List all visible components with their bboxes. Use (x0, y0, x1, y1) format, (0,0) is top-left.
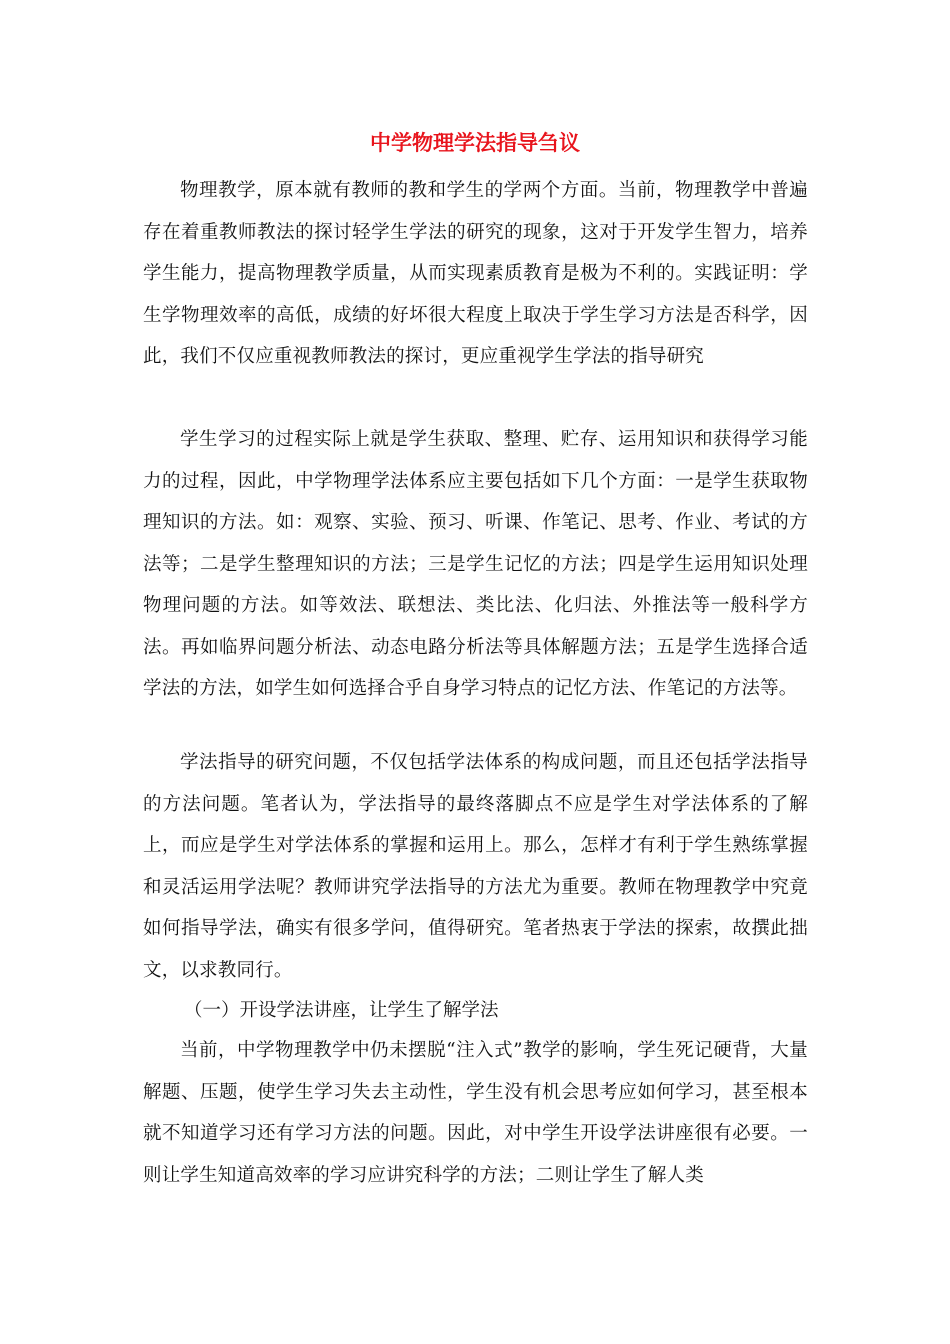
paragraph-section-body: 当前，中学物理教学中仍未摆脱“注入式”教学的影响，学生死记硬背，大量解题、压题，使学生学习失去主动性，学生没有机会思考应如何学习，甚至根本就不知道学习还有学习方法的问题。因此，对中学生开设学法讲座很有必要。一则让学生知道高效率的学习应讲究科学的方法；二则让学生了解人类 (143, 1040, 808, 1186)
paragraph-intro: 物理教学，原本就有教师的教和学生的学两个方面。当前，物理教学中普遍存在着重教师教法的探讨轻学生学法的研究的现象，这对于开发学生智力，培养学生能力，提高物理教学质量，从而实现素质教育是极为不利的。实践证明：学生学物理效率的高低，成绩的好坏很大程度上取决于学生学习方法是否科学，因此，我们不仅应重视教师教法的探讨，更应重视学生学法的指导研究 (143, 180, 808, 367)
document-title: 中学物理学法指导刍议 (370, 130, 580, 155)
paragraph-method-guidance: 学法指导的研究问题，不仅包括学法体系的构成问题，而且还包括学法指导的方法问题。笔者认为，学法指导的最终落脚点不应是学生对学法体系的了解上，而应是学生对学法体系的掌握和运用上。那么，怎样才有利于学生熟练掌握和灵活运用学法呢？教师讲究学法指导的方法尤为重要。教师在物理教学中究竟如何指导学法，确实有很多学问，值得研究。笔者热衷于学法的探索，故撰此拙文，以求教同行。 (143, 752, 808, 981)
paragraph-learning-process: 学生学习的过程实际上就是学生获取、整理、贮存、运用知识和获得学习能力的过程，因此，中学物理学法体系应主要包括如下几个方面：一是学生获取物理知识的方法。如：观察、实验、预习、听课、作笔记、思考、作业、考试的方法等；二是学生整理知识的方法；三是学生记忆的方法；四是学生运用知识处理物理问题的方法。如等效法、联想法、类比法、化归法、外推法等一般科学方法。再如临界问题分析法、动态电路分析法等具体解题方法；五是学生选择合适学法的方法，如学生如何选择合乎自身学习特点的记忆方法、作笔记的方法等。 (143, 429, 808, 699)
section-heading: （一）开设学法讲座，让学生了解学法 (184, 1000, 499, 1021)
